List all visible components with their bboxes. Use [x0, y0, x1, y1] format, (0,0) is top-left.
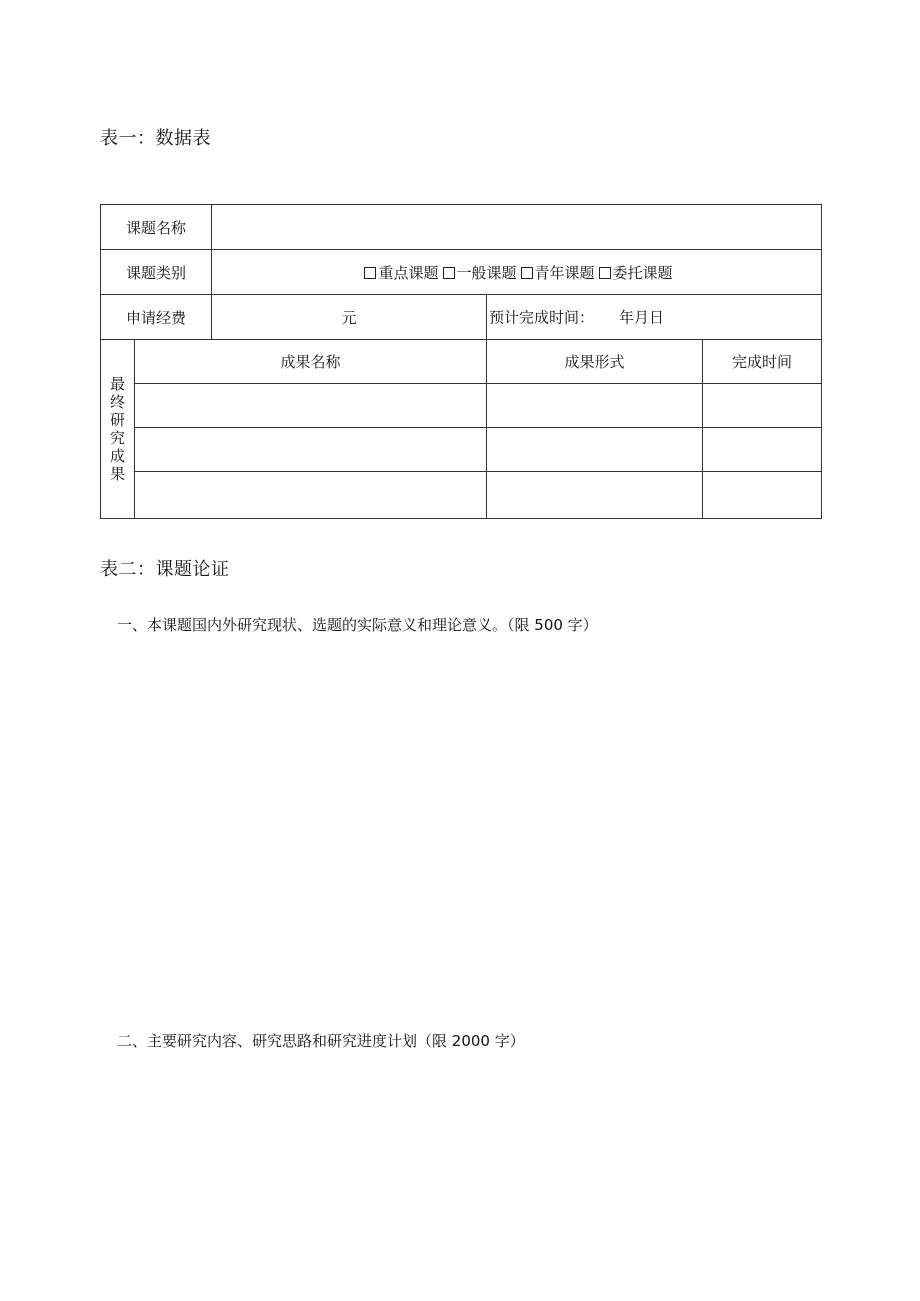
- question-2: 二、主要研究内容、研究思路和研究进度计划（限 2000 字）: [117, 1032, 525, 1050]
- results-row: [101, 472, 822, 519]
- funding-unit: 元: [341, 308, 357, 327]
- result-name-cell[interactable]: [135, 472, 487, 519]
- funding-field[interactable]: [212, 295, 487, 340]
- results-header-row: [101, 340, 822, 384]
- category-label: 课题类别: [101, 250, 212, 295]
- result-form-cell[interactable]: [487, 384, 703, 428]
- results-row: [101, 428, 822, 472]
- results-header-time: 完成时间: [703, 340, 822, 384]
- category-options: [212, 250, 822, 295]
- completion-label: 预计完成时间：: [489, 308, 595, 327]
- data-table: [100, 204, 822, 519]
- results-header-form: 成果形式: [487, 340, 703, 384]
- result-time-cell[interactable]: [703, 472, 822, 519]
- results-label-cell: [101, 340, 135, 519]
- category-commissioned: 委托课题: [612, 263, 673, 282]
- result-time-cell[interactable]: [703, 428, 822, 472]
- completion-field[interactable]: [487, 295, 822, 340]
- result-name-cell[interactable]: [135, 428, 487, 472]
- project-name-field[interactable]: [212, 205, 822, 250]
- row-funding: [101, 295, 822, 340]
- checkbox-youth[interactable]: [521, 267, 533, 279]
- results-row: [101, 384, 822, 428]
- category-key: 重点课题: [378, 263, 439, 282]
- checkbox-general[interactable]: [443, 267, 455, 279]
- section1-title: 表一：数据表: [100, 128, 211, 149]
- results-header-name: 成果名称: [135, 340, 487, 384]
- row-category: [101, 250, 822, 295]
- results-label: 最终研究成果: [109, 375, 125, 483]
- checkbox-key[interactable]: [364, 267, 376, 279]
- project-name-label: 课题名称: [101, 205, 212, 250]
- section2-title: 表二：课题论证: [100, 559, 230, 580]
- funding-label: 申请经费: [101, 295, 212, 340]
- result-time-cell[interactable]: [703, 384, 822, 428]
- category-youth: 青年课题: [534, 263, 595, 282]
- result-name-cell[interactable]: [135, 384, 487, 428]
- question-1: 一、本课题国内外研究现状、选题的实际意义和理论意义。（限 500 字）: [117, 616, 598, 634]
- result-form-cell[interactable]: [487, 428, 703, 472]
- checkbox-commissioned[interactable]: [599, 267, 611, 279]
- category-general: 一般课题: [456, 263, 517, 282]
- row-project-name: [101, 205, 822, 250]
- result-form-cell[interactable]: [487, 472, 703, 519]
- completion-date: 年月日: [619, 308, 665, 327]
